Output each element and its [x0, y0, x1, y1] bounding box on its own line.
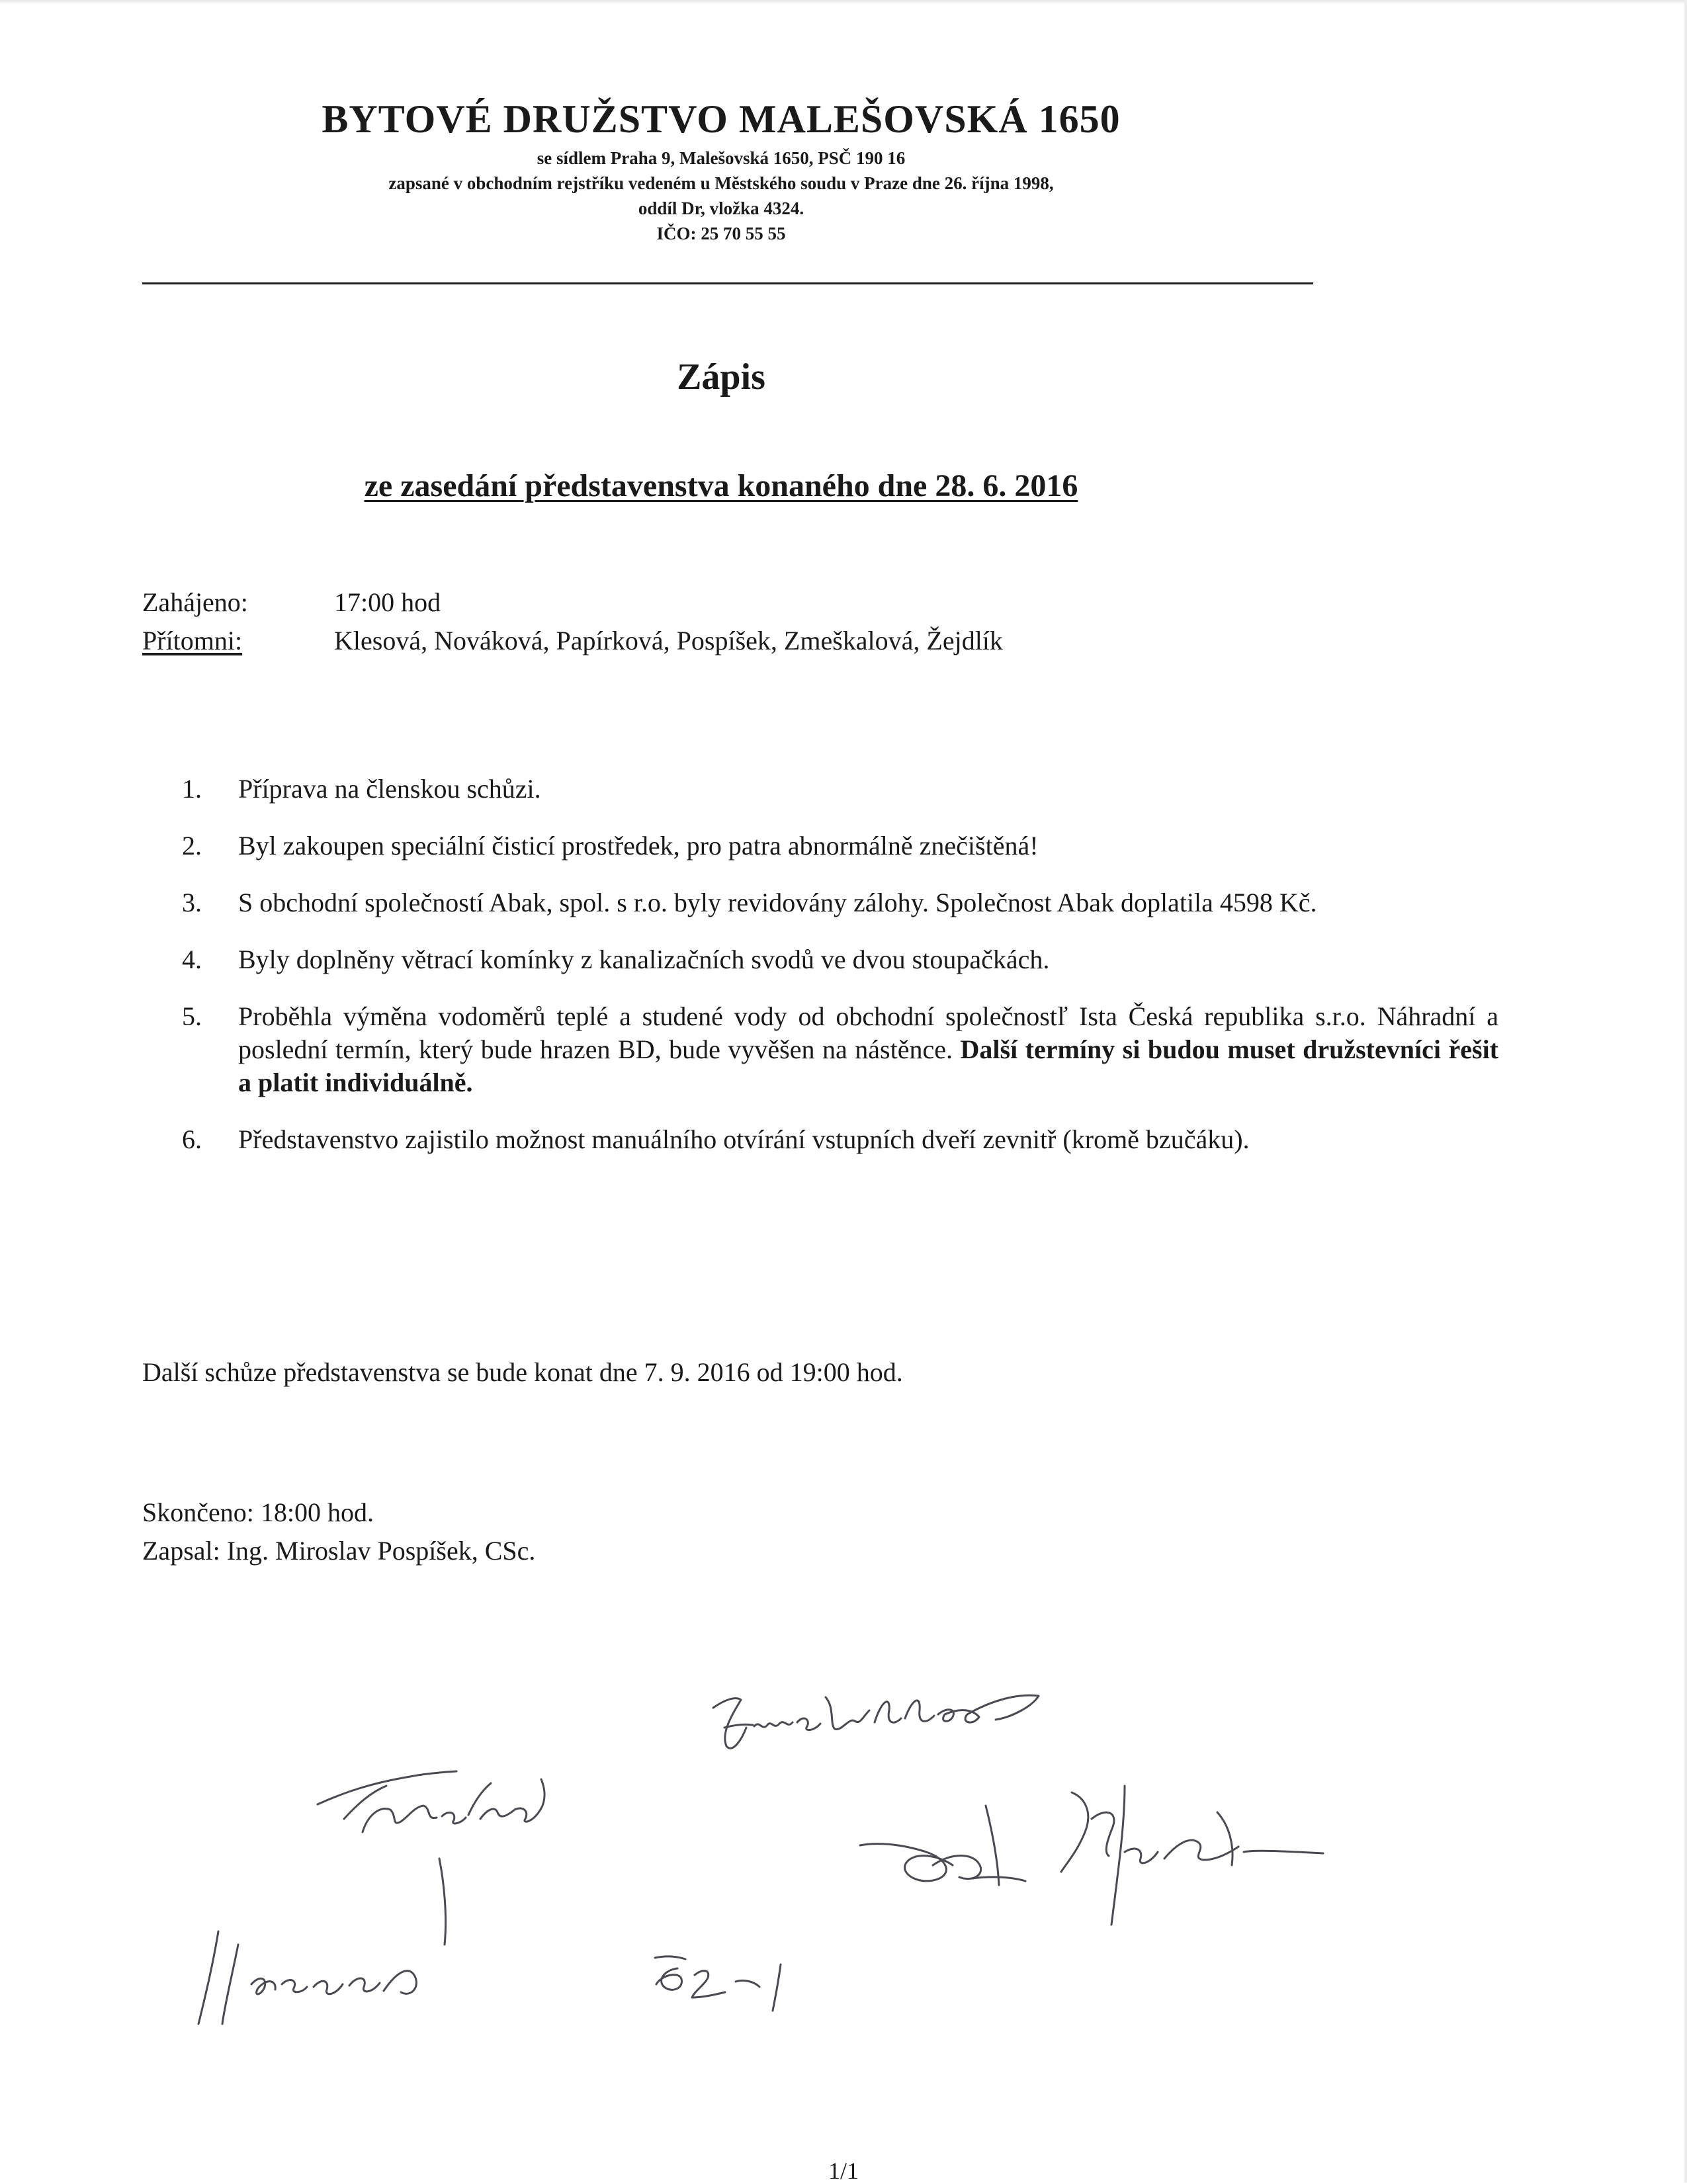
agenda-item-number: 6. [182, 1124, 202, 1154]
present-label: Přítomni: [142, 626, 243, 655]
organization-registry-section: oddíl Dr, vložka 4324. [638, 198, 804, 218]
agenda-item [182, 829, 1498, 862]
agenda-item-text: Byly doplněny větrací komínky z kanalizačních svodů ve dvou stoupačkách. [238, 945, 1050, 974]
meta-row-present [142, 622, 1003, 660]
signature-papirkova [655, 1956, 781, 2011]
document-subtitle-text: ze zasedání představenstva konaného dne 28. 6. 2016 [364, 468, 1078, 503]
letterhead [132, 93, 1310, 246]
agenda-item-text: S obchodní společností Abak, spol. s r.o. byly revidovány zálohy. Společnost Abak doplatila 4598 Kč. [238, 888, 1317, 917]
agenda-item-text-regular: Proběhla výměna vodoměrů teplé a studené vody od obchodní společnostľ Ista Česká republika s.r.o. Náhradní a poslední termín, který bude hrazen BD, bude vyvěšen na nástěnce. [238, 1001, 1498, 1064]
present-value: Klesová, Nováková, Papírková, Pospíšek, Zmeškalová, Žejdlík [334, 626, 1003, 655]
document-title: Zápis [677, 357, 765, 398]
agenda-item [182, 886, 1498, 919]
meeting-meta [142, 583, 1003, 660]
agenda-item-number: 1. [182, 774, 202, 804]
signature-zmeskalova [713, 1695, 1039, 1748]
signature-klesova [198, 1859, 446, 2024]
meta-row-started [142, 583, 1003, 622]
agenda-item-text-bold: Další termíny si budou muset družstevníci řešit a platit individuálně. [238, 1034, 1499, 1097]
ended-time: Skončeno: 18:00 hod. [142, 1497, 374, 1527]
agenda-item-text: Příprava na členskou schůzi. [238, 774, 541, 804]
scan-edge [0, 0, 1687, 4]
next-meeting-note: Další schůze představenstva se bude konat dne 7. 9. 2016 od 19:00 hod. [142, 1357, 903, 1387]
organization-id: IČO: 25 70 55 55 [656, 224, 786, 243]
signature-novakova [318, 1771, 544, 1832]
agenda-item-number: 2. [182, 831, 202, 861]
signatures-image [0, 1654, 1687, 2117]
agenda-item [182, 943, 1498, 976]
agenda-item [182, 1000, 1498, 1099]
signatures-area [0, 1654, 1687, 2117]
signature-zejdlik [1061, 1786, 1323, 1925]
agenda-item [182, 1123, 1498, 1156]
organization-address: se sídlem Praha 9, Malešovská 1650, PSČ 190 16 [537, 148, 906, 168]
agenda-item-text: Byl zakoupen speciální čisticí prostředek, pro patra abnormálně znečištěná! [238, 831, 1039, 861]
started-label: Zahájeno: [142, 587, 248, 617]
agenda-item-number: 5. [182, 1001, 202, 1031]
signature-pospisek [860, 1806, 1025, 1885]
agenda-item-number: 4. [182, 945, 202, 974]
header-divider [142, 282, 1313, 284]
organization-registry: zapsané v obchodním rejstříku vedeném u Městského soudu v Praze dne 26. října 1998, [388, 173, 1054, 193]
recorded-by: Zapsal: Ing. Miroslav Pospíšek, CSc. [142, 1536, 536, 1566]
agenda-list [182, 773, 1498, 1180]
agenda-item-number: 3. [182, 888, 202, 917]
organization-name: BYTOVÉ DRUŽSTVO MALEŠOVSKÁ 1650 [322, 97, 1121, 141]
agenda-item-text: Představenstvo zajistilo možnost manuálního otvírání vstupních dveří zevnitř (kromě bzučáku). [238, 1124, 1250, 1154]
document-subtitle [132, 466, 1310, 506]
closing-block [142, 1493, 535, 1570]
agenda-item-text [238, 1000, 1498, 1099]
started-value: 17:00 hod [334, 587, 441, 617]
page-number: 1/1 [828, 2158, 859, 2184]
agenda-item [182, 773, 1498, 806]
